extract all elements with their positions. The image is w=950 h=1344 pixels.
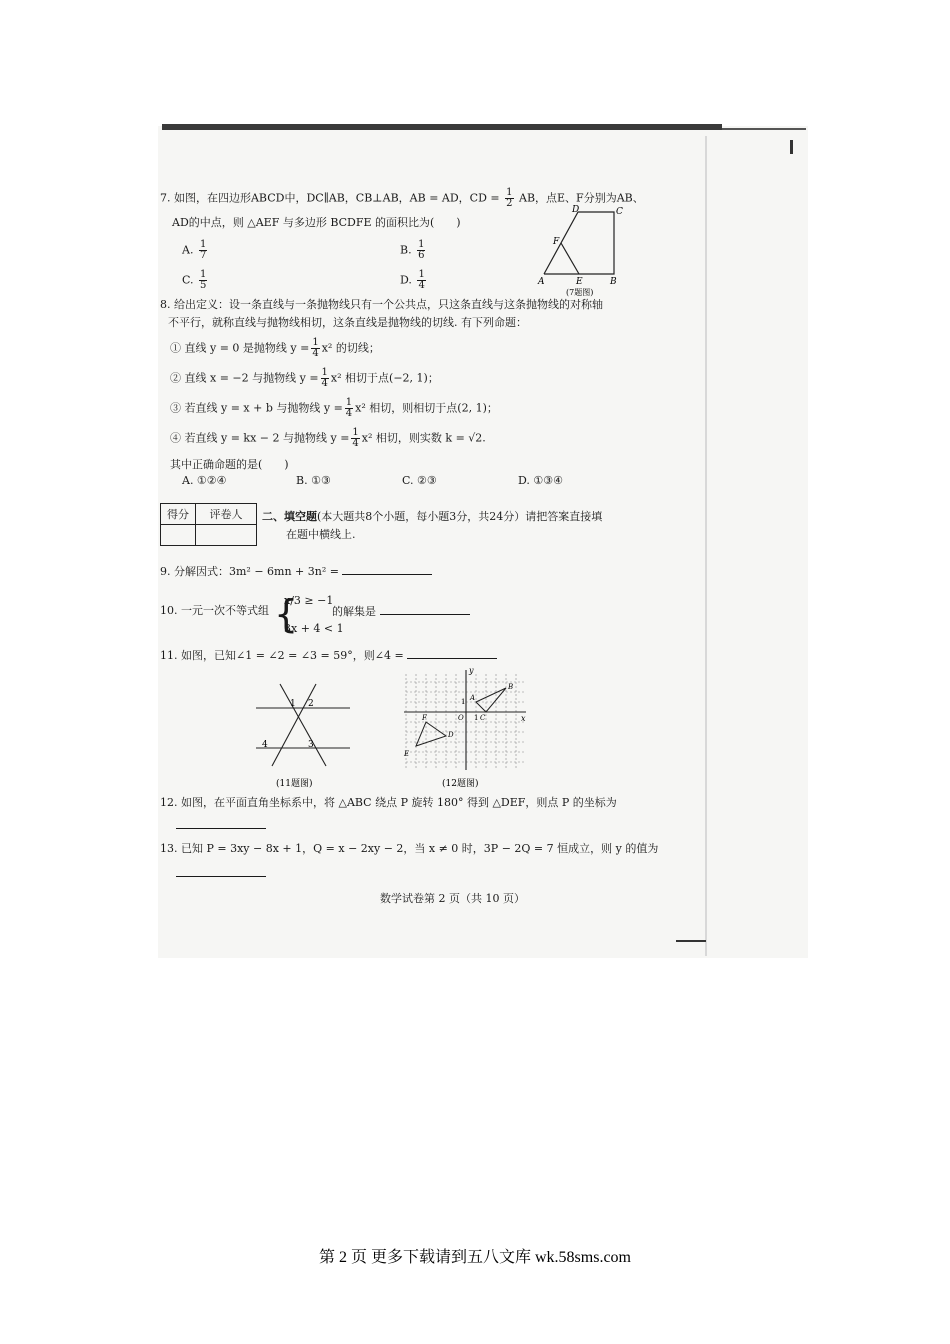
label-f: F [422,714,427,722]
q10-post-text: 的解集是 [332,605,376,618]
option-fraction [417,240,425,261]
item-text: ① 直线 y = 0 是抛物线 y = [170,341,310,355]
triangle-def [416,722,446,746]
item-text-end: x² 相切，则相切于点(2, 1)； [355,401,498,415]
q12-answer [176,818,266,833]
fraction-numerator: 1 [506,187,513,198]
fraction-numerator: 1 [312,337,319,348]
fraction-numerator: 1 [418,269,425,280]
q8-stem-line2: 不平行，就称直线与抛物线相切，这条直线是抛物线的切线. 有下列命题： [168,316,527,329]
label-d: D [572,205,580,215]
fraction-numerator: 1 [418,239,425,250]
q11 [160,648,497,663]
q8-ask: 其中正确命题的是( ) [170,458,289,471]
q10-brace: { [274,592,299,636]
y-unit-label: 1 [461,698,466,706]
fraction-denominator: 4 [345,408,353,419]
q9-answer-blank[interactable] [342,564,432,575]
q11-text: 11. 如图，已知∠1 = ∠2 = ∠3 = 59°，则∠4 = [160,649,404,662]
q7-stem-line2: AD的中点，则 △AEF 与多边形 BCDFE 的面积比为( ) [172,216,461,229]
q7-half-fraction [505,188,513,209]
q13-answer [176,866,266,881]
q12-text: 12. 如图，在平面直角坐标系中，将 △ABC 绕点 P 旋转 180° 得到 △DEF，则点 P 的坐标为 [160,796,617,809]
label-b: B [508,683,514,691]
q7-figure [536,202,626,298]
angle-label-2: 2 [308,699,314,709]
fraction-denominator: 4 [418,280,425,291]
section2-desc-line1: (本大题共8个小题，每小题3分，共24分）请把答案直接填 [317,510,603,523]
label-f: F [553,237,560,247]
q8-stem-line1: 8. 给出定义：设一条直线与一条抛物线只有一个公共点，只这条直线与这条抛物线的对称轴 [160,298,603,311]
angle-label-4: 4 [262,740,268,750]
fraction-denominator: 5 [200,280,207,291]
q10-answer-blank[interactable] [380,604,470,615]
item-text: ④ 若直线 y = kx − 2 与抛物线 y = [170,431,350,445]
scan-corner-mark [676,940,706,942]
score-cell[interactable] [161,525,196,546]
score-table [160,503,257,546]
q10-suffix [332,604,470,619]
label-b: B [610,277,617,287]
q8-option-a: A. ①②④ [182,474,227,487]
q7-option-a [182,240,209,261]
q9 [160,564,432,579]
item-text: ② 直线 x = −2 与抛物线 y = [170,371,319,385]
q10-line1: x/3 ≥ −1 [284,594,334,607]
q13-text: 13. 已知 P = 3xy − 8x + 1，Q = x − 2xy − 2，当 x ≠ 0 时，3P − 2Q = 7 恒成立，则 y 的值为 [160,842,659,855]
fraction-denominator: 6 [418,250,425,261]
q11-answer-blank[interactable] [407,648,497,659]
q7-option-b [400,240,427,261]
q7-option-d [400,270,428,291]
fraction-numerator: 1 [200,269,207,280]
q12-answer-blank[interactable] [176,818,266,829]
option-letter: B. [400,243,412,257]
fraction-denominator: 4 [312,348,319,359]
section2-title: 二、填空题 [262,510,317,523]
q7-stem-part1: 7. 如图，在四边形ABCD中，DC∥AB，CB⊥AB，AB = AD，CD = [160,191,500,205]
item-text-end: x² 相切，则实数 k = √2. [361,431,486,445]
triangle-abc [476,688,506,712]
q12-figure [400,664,530,794]
score-header: 得分 [161,504,196,525]
label-e: E [576,277,583,287]
option-fraction [199,240,207,261]
fraction-denominator: 4 [352,438,359,449]
item-text-end: x² 的切线； [321,341,380,355]
label-d: D [448,731,454,739]
page-fold-line [705,136,707,956]
label-c: C [480,714,486,722]
label-e: E [404,750,410,758]
section2-desc-line2: 在题中横线上. [286,528,356,541]
item-text: ③ 若直线 y = x + b 与抛物线 y = [170,401,343,415]
angle-label-3: 3 [308,740,314,750]
section2-header [262,510,602,524]
fraction-denominator: 4 [321,378,328,389]
fraction-numerator: 1 [345,397,353,408]
scan-edge-top-right [722,128,806,130]
item-fraction [311,338,319,359]
label-a: A [538,277,545,287]
angle-label-1: 1 [290,699,296,709]
q8-option-b: B. ①③ [296,474,331,487]
option-letter: A. [182,243,194,257]
x-axis-label: x [521,714,526,723]
transversal-1 [280,684,326,766]
x-unit-label: 1 [474,714,479,722]
y-axis-label: y [469,666,474,675]
fraction-numerator: 1 [199,239,207,250]
fraction-numerator: 1 [321,367,328,378]
item-fraction [345,398,353,419]
q8-item-3 [170,398,498,419]
origin-label: O [458,714,464,722]
option-letter: C. [182,273,194,287]
fraction-denominator: 7 [199,250,207,261]
q9-text: 9. 分解因式：3m² − 6mn + 3n² = [160,565,339,578]
download-footer: 第 2 页 更多下载请到五八文库 wk.58sms.com [318,1249,631,1266]
q7-stem-part2: AB，点E、F分别为AB、 [519,191,644,205]
grader-header: 评卷人 [196,504,257,525]
q10-line2: 3x + 4 < 1 [284,622,344,635]
q12-caption: (12题图) [442,779,479,789]
q10-prefix: 10. 一元一次不等式组 [160,604,269,617]
q8-option-d: D. ①③④ [518,474,564,487]
option-fraction [417,270,425,291]
fraction-numerator: 1 [352,427,359,438]
item-fraction [351,428,359,449]
option-letter: D. [400,273,412,287]
q8-item-2 [170,368,439,389]
option-fraction [199,270,207,291]
fraction-denominator: 2 [506,198,513,209]
scan-edge-mark [790,140,793,154]
item-text-end: x² 相切于点(−2, 1)； [330,371,439,385]
label-a: A [470,694,476,702]
q11-figure [248,680,358,790]
item-fraction [321,368,329,389]
q13-answer-blank[interactable] [176,866,266,877]
exam-page-footer: 数学试卷第 2 页（共 10 页） [380,892,525,905]
grader-cell[interactable] [196,525,257,546]
q8-option-c: C. ②③ [402,474,437,487]
label-c: C [616,207,623,217]
q8-item-4 [170,428,486,449]
segment-fe [561,243,579,274]
q7-caption: (7题图) [566,288,594,297]
q11-caption: (11题图) [276,779,313,789]
q7-option-c [182,270,209,291]
scan-edge-top [162,124,722,130]
q8-item-1 [170,338,380,359]
transversal-2 [272,684,316,766]
